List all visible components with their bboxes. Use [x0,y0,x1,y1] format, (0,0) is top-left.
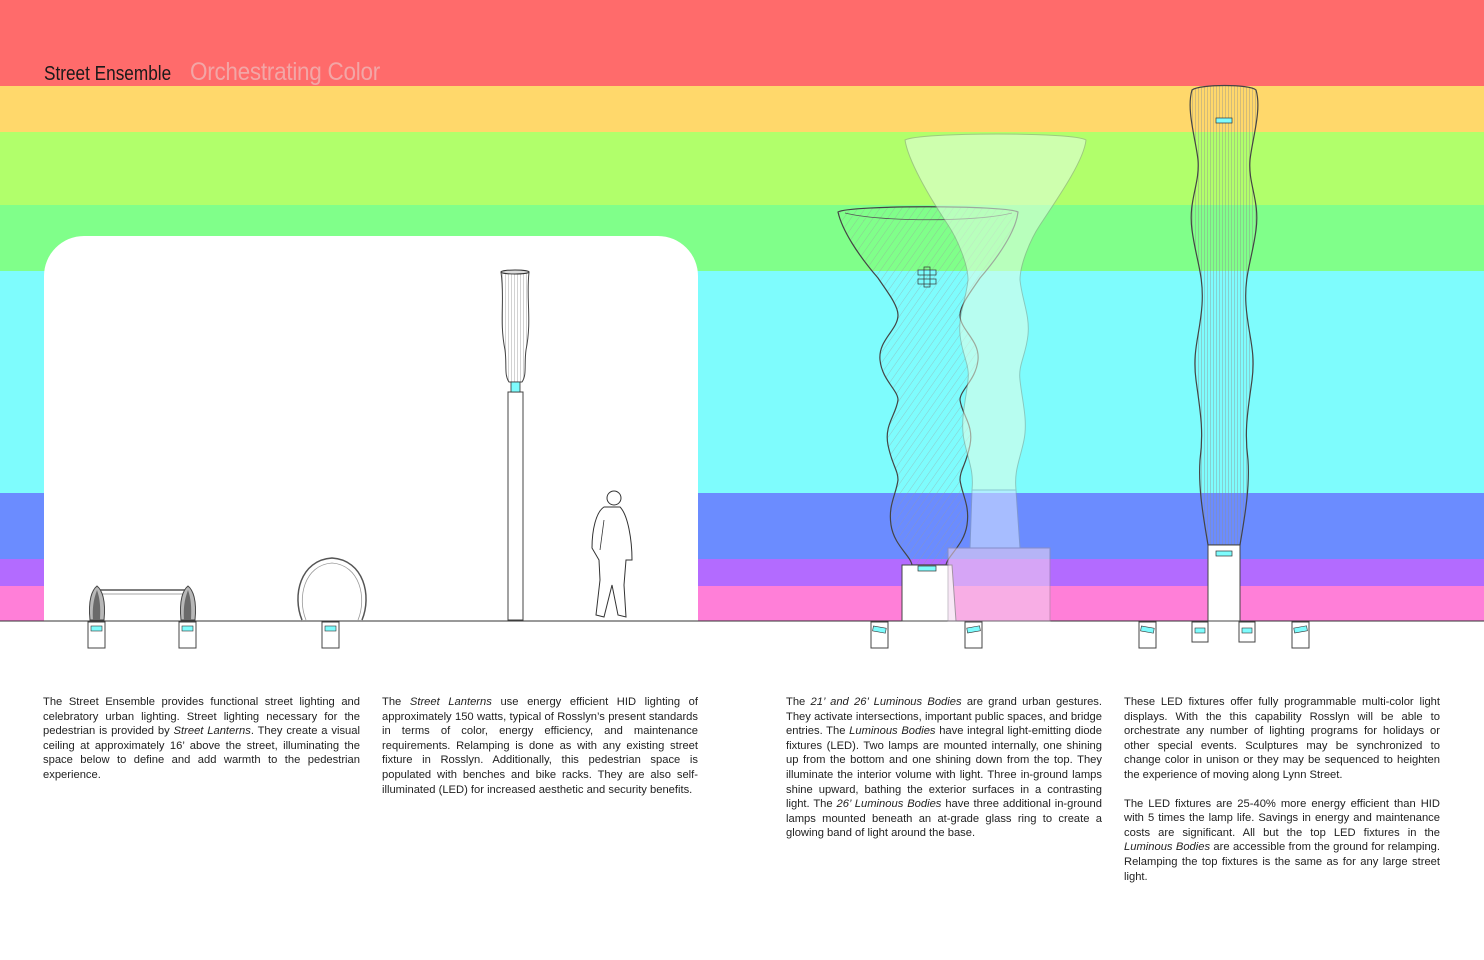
text-column-1 [43,695,360,789]
text-column-4 [1124,695,1440,890]
text-span: are accessible from the ground for relamping. Relamping the top fixtures is the same as for any large street light. [1124,841,1441,883]
emphasis: Street Lanterns [409,696,492,708]
emphasis: 21’ and 26’ Luminous Bodies [810,696,962,708]
text-column-3 [786,695,1102,847]
paragraph [786,695,1102,841]
text-span: The [382,696,410,708]
text-span: have integral light-emitting diode fixtures (LED). Two lamps are mounted internally, one shining up from the bottom and one shining down from the top. They illuminate the interior volume with light. Three in-ground lamps shine upward, bathing the exterior surfaces in a contrasting light. The [786,725,1102,811]
emphasis: 26’ Luminous Bodies [836,798,942,811]
page-title: Street Ensemble [44,63,172,85]
text-span: have three additional in-ground lamps mounted beneath an at-grade glass ring to create a glowing band of light around the base. [786,798,1102,840]
text-span: . They create a visual ceiling at approximately 16’ above the street, illuminating the space below to define and add warmth to the pedestrian experience. [43,725,360,781]
paragraph [1124,797,1440,885]
text-span: use energy efficient HID lighting of approximately 150 watts, typical of Rosslyn’s present standards in terms of color, energy efficiency, and maintenance requirements. Relamping is done as with any existing street fixture in Rosslyn. Additionally, this pedestrian space is populated with benches and bike racks. They are also self-illuminated (LED) for increased aesthetic and security benefits. [382,696,699,796]
luminous-body-26 [1139,86,1309,649]
pedestrian [592,491,632,617]
text-column-2 [382,695,698,803]
paragraph [43,695,360,783]
bench-with-lanterns [88,586,196,648]
bike-rack [298,558,366,648]
text-span: are grand urban gestures. They activate intersections, important public spaces, and bridge entries. The [786,696,1103,738]
paragraph: These LED fixtures offer fully programmable multi-color light displays. With the this capability Rosslyn will be able to orchestrate any number of lighting programs for holidays or other special events. Sculptures may be synchronized to change color in unison or they may be sequenced to heighten the experience of moving along Lynn Street. [1124,696,1440,781]
paragraph [382,695,698,797]
street-lantern [501,270,529,620]
emphasis: Luminous Bodies [1124,841,1211,854]
page-subtitle: Orchestrating Color [190,58,381,86]
text-span: The LED fixtures are 25-40% more energy efficient than HID with 5 times the lamp life. Savings in energy and maintenance costs are significant. All but the top LED fixtures in the [1124,797,1440,839]
emphasis: Street Lanterns [173,725,251,738]
text-span: The [786,696,811,708]
text-span: The Street Ensemble provides functional street lighting and celebratory urban lighting. Street lighting necessary for the pedestrian is provided by [43,696,360,738]
emphasis: Luminous Bodies [849,725,936,738]
